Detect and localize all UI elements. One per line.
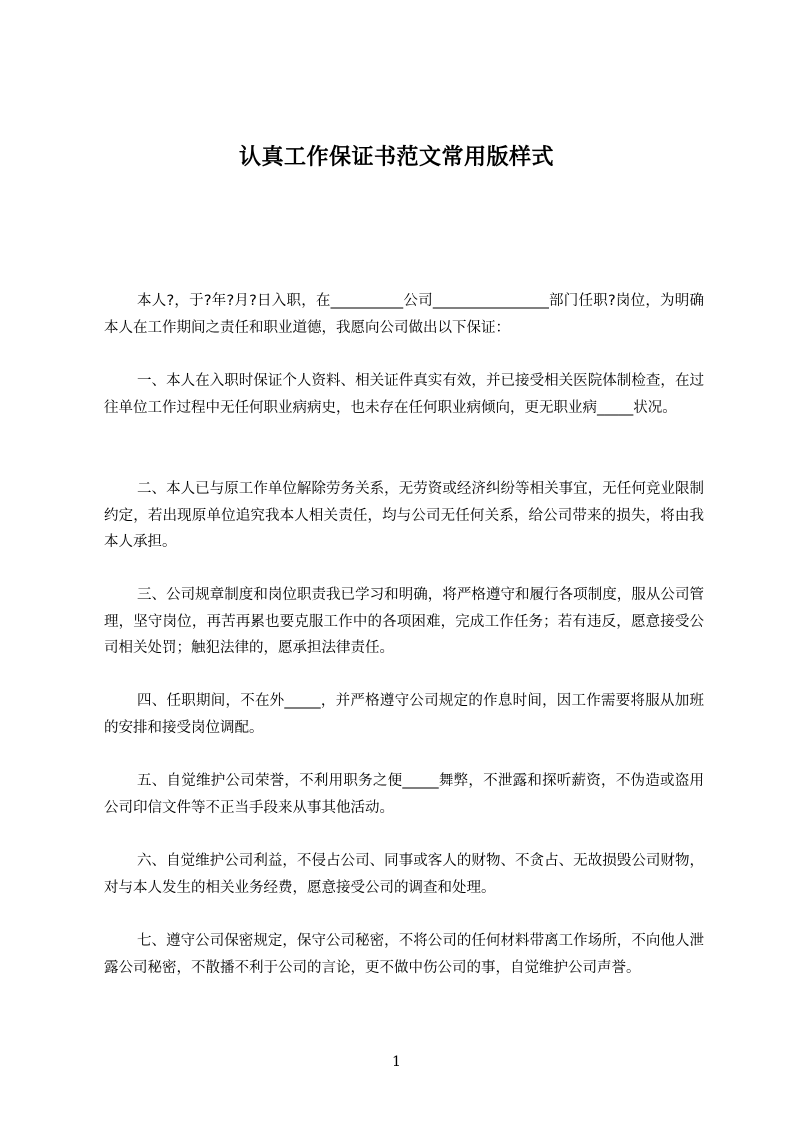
paragraph-clause-6: 六、自觉维护公司利益，不侵占公司、同事或客人的财物、不贪占、无故损毁公司财物，对与本人发生的相关业务经费，愿意接受公司的调查和处理。 [104,853,704,896]
paragraph-clause-4: 四、任职期间，不在外_____，并严格遵守公司规定的作息时间，因工作需要将服从加班的安排和接受岗位调配。 [104,693,704,736]
paragraph-clause-5: 五、自觉维护公司荣誉，不利用职务之便_____舞弊，不泄露和探听薪资，不伪造或盗用公司印信文件等不正当手段来从事其他活动。 [104,773,704,816]
document-title: 认真工作保证书范文常用版样式 [238,145,554,170]
paragraph-intro: 本人?，于?年?月?日入职，在__________公司________________部门任职?岗位，为明确本人在工作期间之责任和职业道德，我愿向公司做出以下保证： [104,293,704,336]
paragraph-clause-7: 七、遵守公司保密规定，保守公司秘密，不将公司的任何材料带离工作场所，不向他人泄露公司秘密，不散播不利于公司的言论，更不做中伤公司的事，自觉维护公司声誉。 [104,933,704,976]
page-number: 1 [392,1054,401,1070]
paragraph-clause-2: 二、本人已与原工作单位解除劳务关系，无劳资或经济纠纷等相关事宜，无任何竞业限制约定，若出现原单位追究我本人相关责任，均与公司无任何关系，给公司带来的损失，将由我本人承担。 [104,481,704,550]
paragraph-clause-1: 一、本人在入职时保证个人资料、相关证件真实有效，并已接受相关医院体制检查，在过往单位工作过程中无任何职业病病史，也未存在任何职业病倾向，更无职业病_____状况。 [104,373,704,416]
paragraph-clause-3: 三、公司规章制度和岗位职责我已学习和明确，将严格遵守和履行各项制度，服从公司管理，坚守岗位，再苦再累也要克服工作中的各项困难，完成工作任务；若有违反，愿意接受公司相关处罚；触犯法律的，愿承担法律责任。 [104,587,704,656]
